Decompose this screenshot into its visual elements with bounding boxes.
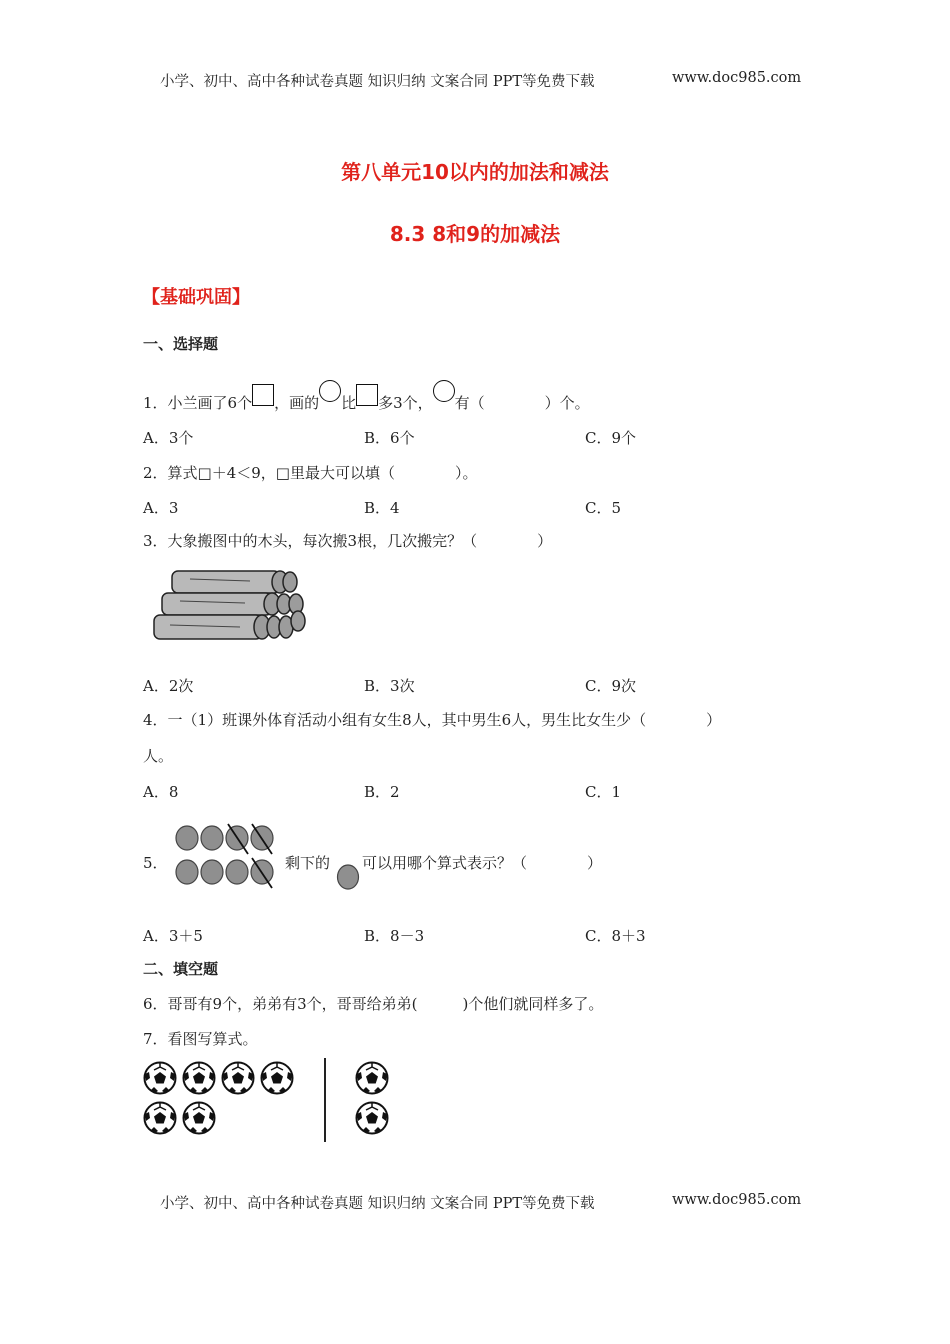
- q1-text-e: 有（ ）个。: [454, 394, 590, 412]
- question-1: [143, 380, 590, 413]
- dots-crossed-illustration: [172, 822, 280, 890]
- soccer-ball-icon: [223, 1063, 254, 1094]
- q1-option-c: C．9个: [585, 429, 637, 447]
- q2-option-a: A．3: [143, 499, 179, 517]
- q1-text-b: ，画的: [274, 394, 320, 412]
- q5-number: 5．: [143, 854, 168, 872]
- square-icon: [252, 384, 274, 406]
- dot-icon: [336, 864, 360, 890]
- q3-option-a: A．2次: [143, 677, 194, 695]
- q5-text-b: 可以用哪个算式表示？（ ）: [362, 854, 603, 872]
- question-6: 6．哥哥有9个，弟弟有3个，哥哥给弟弟( )个他们就同样多了。: [143, 995, 604, 1013]
- balls-left-group: [143, 1061, 303, 1139]
- footer-url[interactable]: www.doc985.com: [672, 1192, 802, 1208]
- soccer-ball-icon: [357, 1063, 388, 1094]
- question-3: 3．大象搬图中的木头，每次搬3根，几次搬完？（ ）: [143, 532, 553, 550]
- logs-illustration: [150, 565, 315, 655]
- q1-text-c: 比: [341, 394, 357, 412]
- section-label: 【基础巩固】: [142, 287, 250, 308]
- q1-option-a: A．3个: [143, 429, 194, 447]
- q5-option-c: C．8＋3: [585, 927, 646, 945]
- part-choice-heading: 一、选择题: [143, 335, 219, 353]
- q1-text-a: 1．小兰画了6个: [143, 394, 253, 412]
- header-url[interactable]: www.doc985.com: [672, 70, 802, 86]
- soccer-ball-icon: [262, 1063, 293, 1094]
- q5-option-b: B．8－3: [364, 927, 425, 945]
- q5-option-a: A．3＋5: [143, 927, 203, 945]
- square-icon: [356, 384, 378, 406]
- soccer-ball-icon: [184, 1103, 215, 1134]
- q4-option-c: C．1: [585, 783, 622, 801]
- page-title: 第八单元10以内的加法和减法: [341, 160, 609, 184]
- soccer-ball-icon: [184, 1063, 215, 1094]
- page-subtitle: 8.3 8和9的加减法: [389, 222, 561, 246]
- q3-option-c: C．9次: [585, 677, 637, 695]
- circle-icon: [433, 380, 455, 402]
- circle-icon: [319, 380, 341, 402]
- q4-option-a: A．8: [143, 783, 179, 801]
- soccer-ball-icon: [145, 1063, 176, 1094]
- soccer-ball-icon: [145, 1103, 176, 1134]
- divider-line: [324, 1058, 326, 1142]
- question-7: 7．看图写算式。: [143, 1030, 258, 1048]
- balls-right-group: [355, 1061, 395, 1139]
- question-2: 2．算式□＋4＜9，□里最大可以填（ ）。: [143, 464, 478, 482]
- q1-text-d: 多3个，: [378, 394, 433, 412]
- part-fill-heading: 二、填空题: [143, 960, 219, 978]
- q2-option-b: B．4: [364, 499, 400, 517]
- q1-option-b: B．6个: [364, 429, 415, 447]
- footer-text: 小学、初中、高中各种试卷真题 知识归纳 文案合同 PPT等免费下载: [160, 1196, 595, 1212]
- soccer-ball-icon: [357, 1103, 388, 1134]
- q2-option-c: C．5: [585, 499, 622, 517]
- q5-text-a: 剩下的: [285, 854, 331, 872]
- question-4-line2: 人。: [143, 747, 174, 765]
- header-text: 小学、初中、高中各种试卷真题 知识归纳 文案合同 PPT等免费下载: [160, 74, 595, 90]
- question-4-line1: 4．一（1）班课外体育活动小组有女生8人，其中男生6人，男生比女生少（ ）: [143, 711, 722, 729]
- q3-option-b: B．3次: [364, 677, 415, 695]
- q4-option-b: B．2: [364, 783, 400, 801]
